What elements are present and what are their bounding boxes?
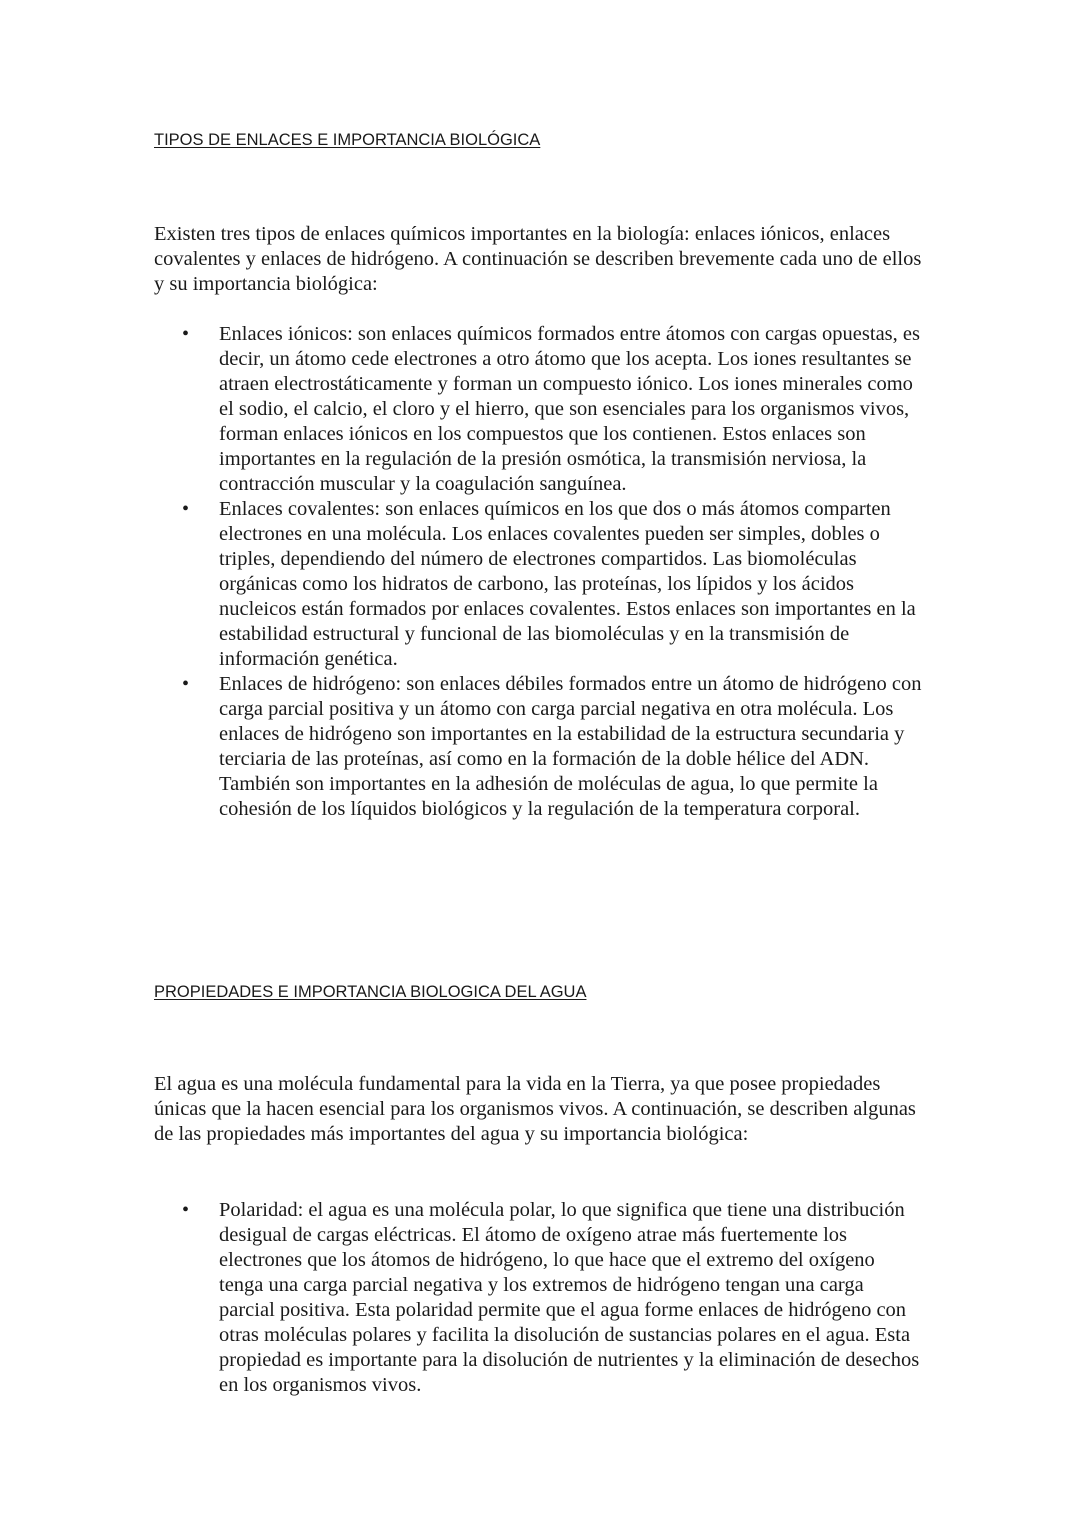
bullet-icon: • <box>182 1199 190 1221</box>
section-title-enlaces: TIPOS DE ENLACES E IMPORTANCIA BIOLÓGICA <box>154 131 541 149</box>
section-title-agua: PROPIEDADES E IMPORTANCIA BIOLOGICA DEL AGUA <box>154 983 587 1001</box>
intro-paragraph-enlaces: Existen tres tipos de enlaces químicos importantes en la biología: enlaces iónicos, enlaces covalentes y enlaces de hidrógeno. A continuación se describen brevemente cada uno de ellos y su importancia biológica: <box>154 223 922 295</box>
list-item <box>154 497 924 672</box>
list-item-text: Enlaces iónicos: son enlaces químicos formados entre átomos con cargas opuestas, es decir, un átomo cede electrones a otro átomo que los acepta. Los iones resultantes se atraen electrostáticamente y forman un compuesto iónico. Los iones minerales como el sodio, el calcio, el cloro y el hierro, que son esenciales para los organismos vivos, forman enlaces iónicos en los compuestos que los contienen. Estos enlaces son importantes en la regulación de la presión osmótica, la transmisión nerviosa, la contracción muscular y la coagulación sanguínea. <box>219 323 920 495</box>
bullet-icon: • <box>182 673 190 695</box>
bullet-icon: • <box>182 323 190 345</box>
list-item-text: Enlaces de hidrógeno: son enlaces débiles formados entre un átomo de hidrógeno con carga parcial positiva y un átomo con carga parcial negativa en otra molécula. Los enlaces de hidrógeno son importantes en la estabilidad de la estructura secundaria y terciaria de las proteínas, así como en la formación de la doble hélice del ADN. También son importantes en la adhesión de moléculas de agua, lo que permite la cohesión de los líquidos biológicos y la regulación de la temperatura corporal. <box>219 673 922 820</box>
intro-paragraph-agua: El agua es una molécula fundamental para la vida en la Tierra, ya que posee propiedades únicas que la hacen esencial para los organismos vivos. A continuación, se describen algunas de las propiedades más importantes del agua y su importancia biológica: <box>154 1073 916 1145</box>
bullet-list-enlaces <box>154 322 924 822</box>
list-item <box>154 322 924 497</box>
list-item-text: Polaridad: el agua es una molécula polar, lo que significa que tiene una distribución desigual de cargas eléctricas. El átomo de oxígeno atrae más fuertemente los electrones que los átomos de hidrógeno, lo que hace que el extremo del oxígeno tenga una carga parcial negativa y los extremos de hidrógeno tengan una carga parcial positiva. Esta polaridad permite que el agua forme enlaces de hidrógeno con otras moléculas polares y facilita la disolución de sustancias polares en el agua. Esta propiedad es importante para la disolución de nutrientes y la eliminación de desechos en los organismos vivos. <box>219 1199 920 1396</box>
list-item-text: Enlaces covalentes: son enlaces químicos en los que dos o más átomos comparten electrones en una molécula. Los enlaces covalentes pueden ser simples, dobles o triples, dependiendo del número de electrones compartidos. Las biomoléculas orgánicas como los hidratos de carbono, las proteínas, los lípidos y los ácidos nucleicos están formados por enlaces covalentes. Estos enlaces son importantes en la estabilidad estructural y funcional de las biomoléculas y en la transmisión de información genética. <box>219 498 916 670</box>
bullet-list-agua <box>154 1198 924 1398</box>
bullet-icon: • <box>182 498 190 520</box>
list-item <box>154 1198 924 1398</box>
list-item <box>154 672 924 822</box>
